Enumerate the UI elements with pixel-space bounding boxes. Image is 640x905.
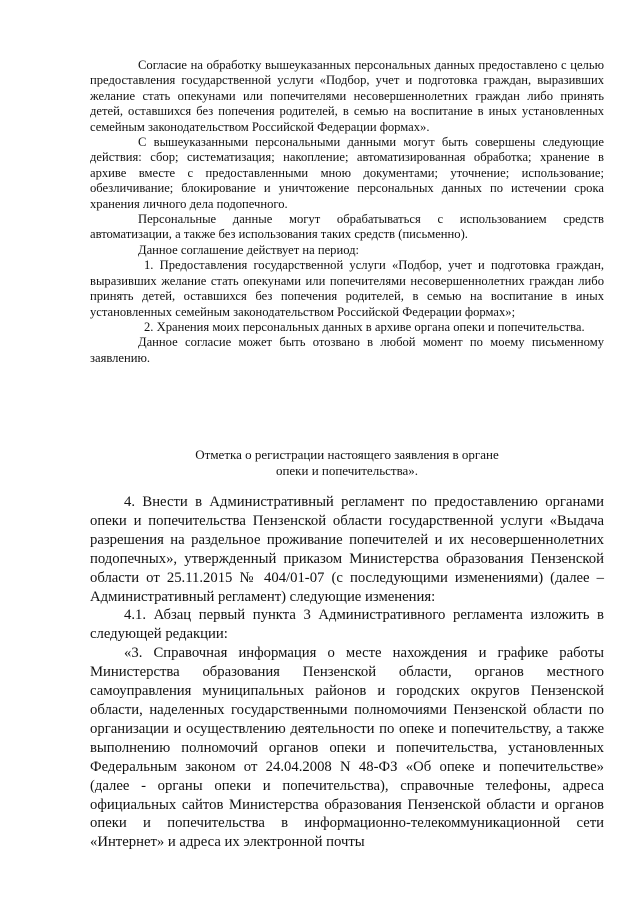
registration-mark-line-1: Отметка о регистрации настоящего заявления в органе (195, 447, 499, 462)
consent-period-item-2: 2. Хранения моих персональных данных в архиве органа опеки и попечительства. (144, 319, 585, 334)
amendments-section (90, 493, 604, 852)
consent-period-item-1: 1. Предоставления государственной услуги «Подбор, учет и подготовка граждан, выразивших желание стать опекунами или попечителями несовершеннолетних граждан либо принять детей, оставшихся без попечения родителей, в семью на воспитание в иных установленных семейным законодательством Российской Федерации формах»; (90, 258, 604, 319)
consent-purpose-paragraph: Согласие на обработку вышеуказанных персональных данных предоставлено с целью предоставления государственной услуги «Подбор, учет и подготовка граждан, выразивших желание стать опекунами или попечителями несовершеннолетних граждан либо принять детей, оставшихся без попечения родителей, в семью на воспитание в иных установленных семейным законодательством Российской Федерации формах». (90, 58, 604, 134)
consent-section (90, 58, 604, 366)
consent-actions-paragraph: С вышеуказанными персональными данными могут быть совершены следующие действия: сбор; систематизация; накопление; автоматизированная обработка; хранение в архиве вместе с предоставленными мною документами; уточнение; использование; обезличивание; блокирование и уничтожение персональных данных по истечении срока хранения личного дела подопечного. (90, 135, 604, 211)
consent-period-paragraph: Данное соглашение действует на период: (138, 242, 360, 257)
registration-mark-line-2: опеки и попечительства». (275, 462, 419, 478)
amendment-paragraph-4-1: 4.1. Абзац первый пункта 3 Административного регламента изложить в следующей редакции: (90, 607, 604, 643)
amendment-paragraph-3-text: «3. Справочная информация о месте нахождения и графике работы Министерства образования Пензенской области, органов местного самоуправления муниципальных районов и городских округов Пензенской области, наделенных государственными полномочиями Пензенской области по организации и осуществлению деятельности по опеке и попечительству, а также выполнению полномочий органов опеки и попечительства, установленных Федеральным законом от 24.04.2008 N 48-ФЗ «Об опеке и попечительстве» (далее - органы опеки и попечительства), справочные телефоны, адреса официальных сайтов Министерства образования Пензенской области и органов опеки и попечительства в информационно-телекоммуникационной сети «Интернет» и адреса их электронной почты (90, 645, 604, 851)
consent-processing-paragraph: Персональные данные могут обрабатываться с использованием средств автоматизации, а также без использования таких средств (письменно). (90, 212, 604, 242)
amendment-paragraph-4: 4. Внести в Административный регламент по предоставлению органами опеки и попечительства Пензенской области государственной услуги «Выдача разрешения на раздельное проживание попечителей и их несовершеннолетних подопечных», утвержденный приказом Министерства образования Пензенской области от 25.11.2015 № 404/01-07 (с последующими изменениями) (далее – Административный регламент) следующие изменения: (90, 494, 604, 605)
registration-mark (90, 447, 604, 478)
consent-revocation-paragraph: Данное согласие может быть отозвано в любой момент по моему письменному заявлению. (90, 335, 604, 365)
